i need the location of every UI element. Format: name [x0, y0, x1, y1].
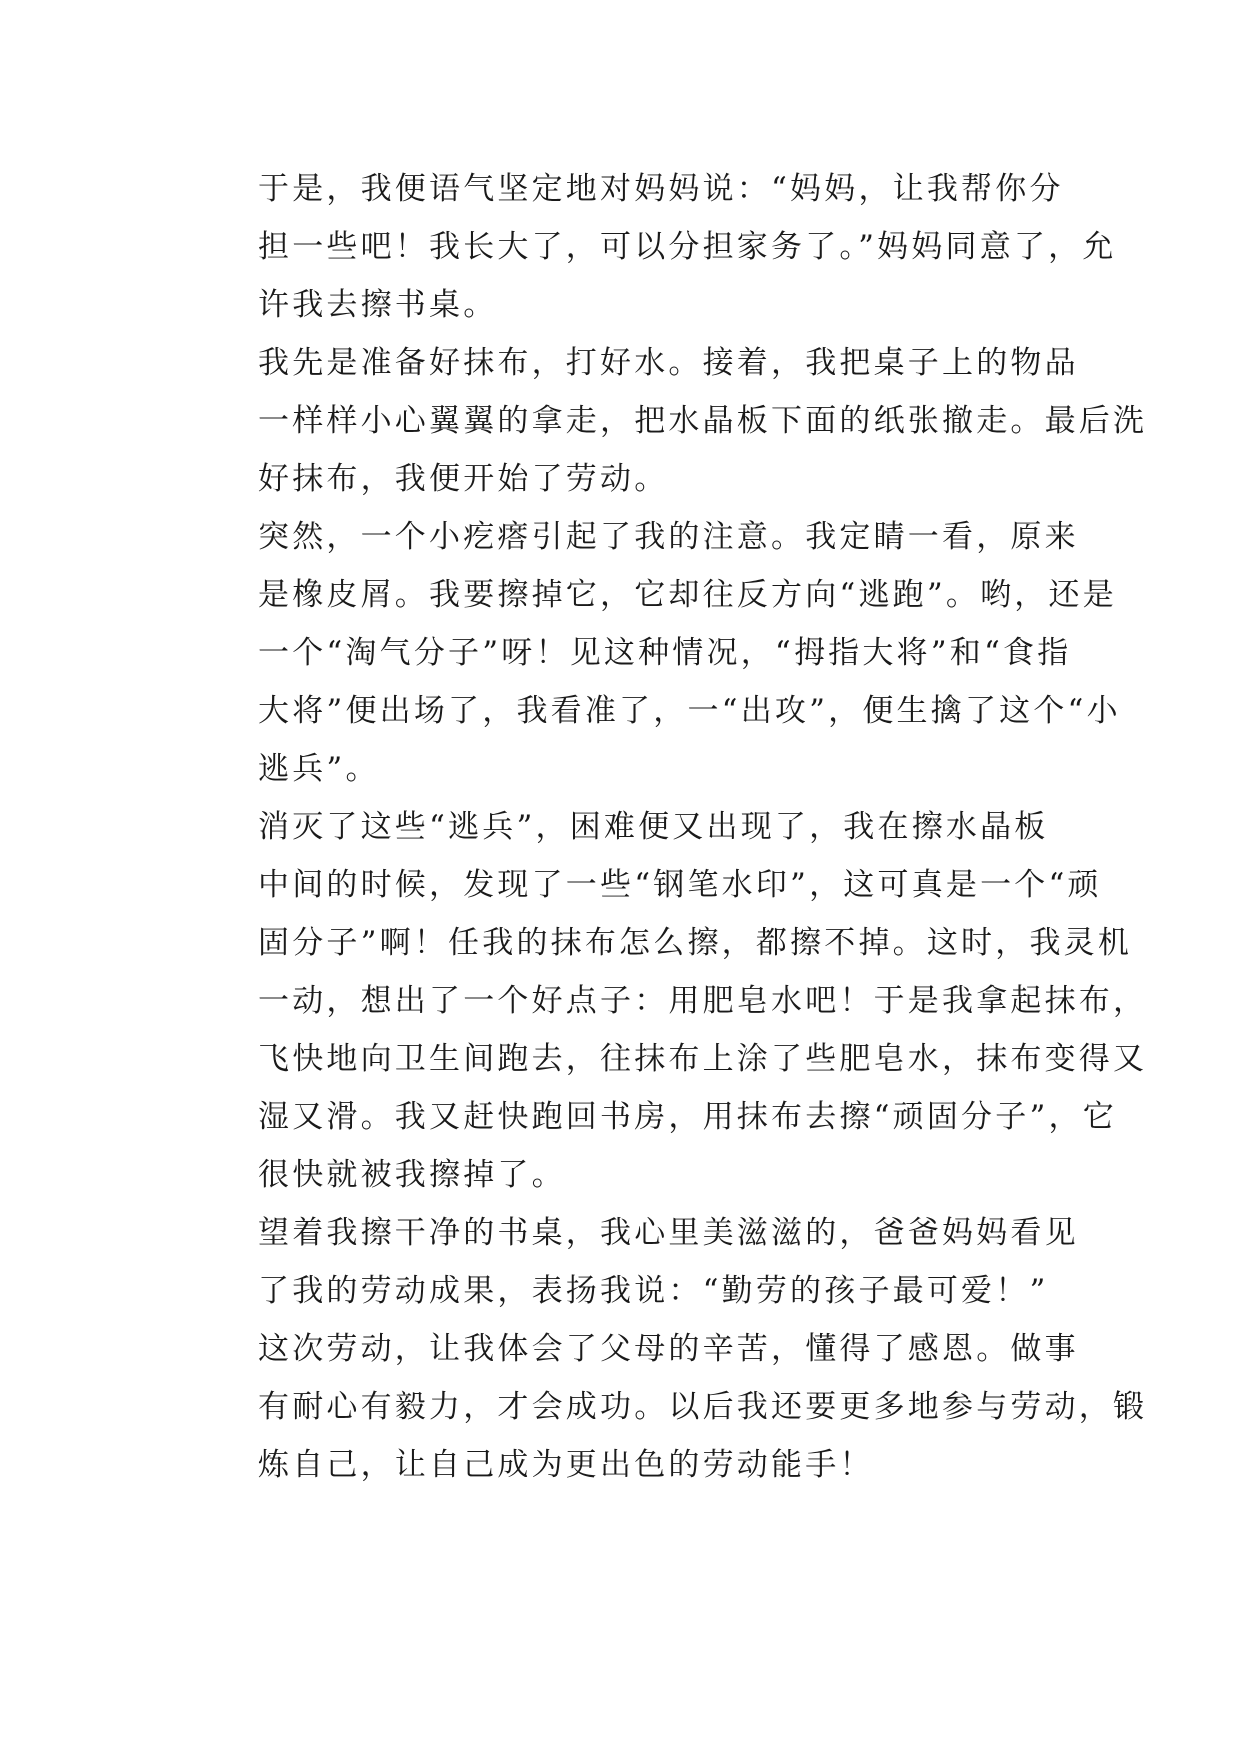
paragraph-line: 突然，一个小疙瘩引起了我的注意。我定睛一看，原来 [258, 519, 1079, 555]
paragraph-5 [190, 1204, 1079, 1320]
document-body [190, 160, 1148, 1494]
paragraph-line: 于是，我便语气坚定地对妈妈说：“妈妈，让我帮你分 [258, 171, 1064, 207]
paragraph-line: 很快就被我擦掉了。 [258, 1157, 566, 1193]
paragraph-line: 我先是准备好抹布，打好水。接着，我把桌子上的物品 [258, 345, 1079, 381]
paragraph-line: 一样样小心翼翼的拿走，把水晶板下面的纸张撤走。最后洗 [258, 403, 1148, 439]
paragraph-line: 逃兵”。 [258, 751, 380, 787]
paragraph-line: 消灭了这些“逃兵”，困难便又出现了，我在擦水晶板 [258, 809, 1049, 845]
paragraph-6 [190, 1320, 1148, 1494]
paragraph-2 [190, 334, 1148, 508]
paragraph-line: 飞快地向卫生间跑去，往抹布上涂了些肥皂水，抹布变得又 [258, 1041, 1148, 1077]
paragraph-line: 有耐心有毅力，才会成功。以后我还要更多地参与劳动，锻 [258, 1389, 1148, 1425]
paragraph-line: 望着我擦干净的书桌，我心里美滋滋的，爸爸妈妈看见 [258, 1215, 1079, 1251]
paragraph-line: 炼自己，让自己成为更出色的劳动能手！ [258, 1447, 874, 1483]
paragraph-4 [190, 798, 1148, 1204]
paragraph-line: 担一些吧！我长大了，可以分担家务了。”妈妈同意了，允 [258, 229, 1117, 265]
paragraph-line: 固分子”啊！任我的抹布怎么擦，都擦不掉。这时，我灵机 [258, 925, 1133, 961]
paragraph-line: 一个“淘气分子”呀！见这种情况，“拇指大将”和“食指 [258, 635, 1072, 671]
paragraph-1 [190, 160, 1117, 334]
paragraph-line: 了我的劳动成果，表扬我说：“勤劳的孩子最可爱！” [258, 1273, 1049, 1309]
paragraph-line: 好抹布，我便开始了劳动。 [258, 461, 669, 497]
paragraph-line: 是橡皮屑。我要擦掉它，它却往反方向“逃跑”。哟，还是 [258, 577, 1117, 613]
paragraph-line: 这次劳动，让我体会了父母的辛苦，懂得了感恩。做事 [258, 1331, 1079, 1367]
paragraph-line: 大将”便出场了，我看准了，一“出攻”，便生擒了这个“小 [258, 693, 1121, 729]
paragraph-line: 许我去擦书桌。 [258, 287, 498, 323]
paragraph-line: 中间的时候，发现了一些“钢笔水印”，这可真是一个“顽 [258, 867, 1102, 903]
paragraph-line: 湿又滑。我又赶快跑回书房，用抹布去擦“顽固分子”，它 [258, 1099, 1117, 1135]
paragraph-line: 一动，想出了一个好点子：用肥皂水吧！于是我拿起抹布， [258, 983, 1148, 1019]
paragraph-3 [190, 508, 1121, 798]
